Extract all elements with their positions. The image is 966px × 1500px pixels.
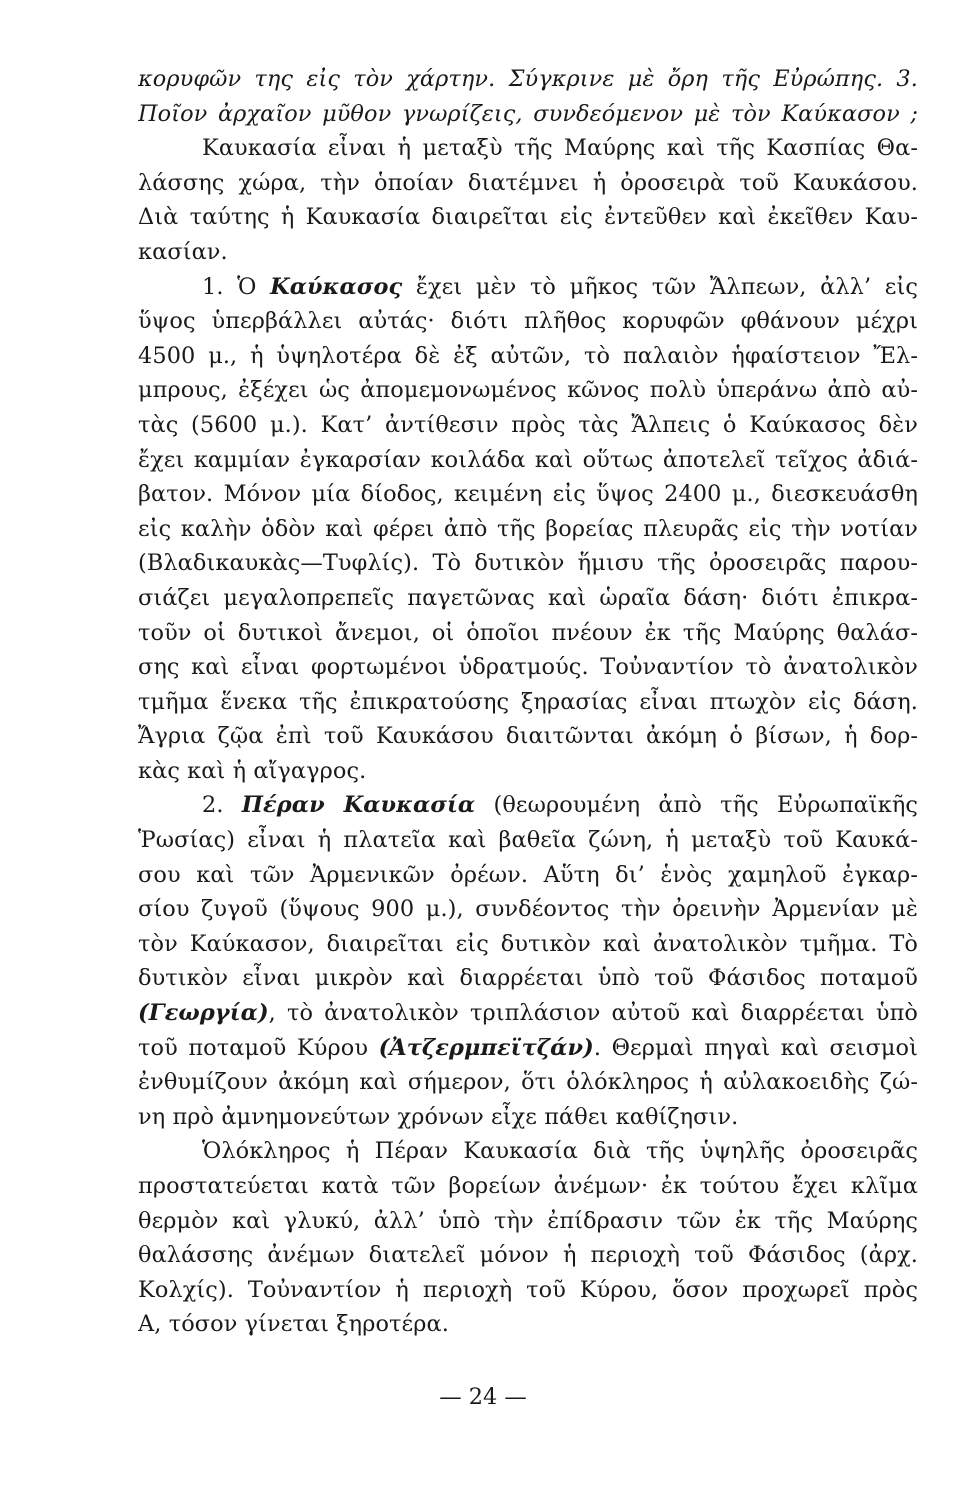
text-line: κὰς καὶ ἡ αἴγαγρος. [138,757,367,784]
text-line: Κολχίς). Τοὐναντίον ἡ περιοχὴ τοῦ Κύρου, ὅσον προχωρεῖ πρὸς [138,1276,918,1303]
text-line: σης καὶ εἶναι φορτωμένοι ὑδρατμούς. Τοὐναντίον τὸ ἀνατολικὸν [138,654,918,681]
text-line: ἔχει καμμίαν ἐγκαρσίαν κοιλάδα καὶ οὕτως ἀποτελεῖ τεῖχος ἀδιά- [138,446,918,473]
text-line: νη πρὸ ἀμνημονεύτων χρόνων εἶχε πάθει καθίζησιν. [138,1103,739,1130]
text-line: τμῆμα ἕνεκα τῆς ἐπικρατούσης ξηρασίας εἶναι πτωχὸν εἰς δάση. [138,688,918,715]
text-line: κορυφῶν της εἰς τὸν χάρτην. Σύγκρινε μὲ ὄρη τῆς Εὐρώπης. 3. [138,66,918,92]
text-line: λάσσης χώρα, τὴν ὁποίαν διατέμνει ἡ ὀροσειρὰ τοῦ Καυκάσου. [138,169,918,196]
text-run: τοῦ ποταμοῦ Κύρου [138,1034,379,1061]
term-azerbaijan: (Ἀτζερμπεϊτζάν) [378,1034,594,1061]
text-line: Ἄγρια ζῷα ἐπὶ τοῦ Καυκάσου διαιτῶνται ἀκόμη ὁ βίσων, ἡ δορ- [138,723,918,750]
text-line [138,1031,918,1066]
paragraph-first-line: Καυκασία εἶναι ἡ μεταξὺ τῆς Μαύρης καὶ τῆς Κασπίας Θα- [202,135,918,162]
text-line: θαλάσσης ἀνέμων διατελεῖ μόνον ἡ περιοχὴ τοῦ Φάσιδος (ἀρχ. [138,1242,918,1269]
text-line: τοῦν οἱ δυτικοὶ ἄνεμοι, οἱ ὁποῖοι πνέουν ἐκ τῆς Μαύρης θαλάσ- [138,619,918,646]
section-number: 2. [202,792,242,819]
text-line: ἐνθυμίζουν ἀκόμη καὶ σήμερον, ὅτι ὁλόκληρος ἡ αὐλακοειδὴς ζώ- [138,1069,918,1096]
text-line: προστατεύεται κατὰ τῶν βορείων ἀνέμων· ἐκ τούτου ἔχει κλῖμα [138,1173,918,1199]
paragraph-first-line [138,270,918,305]
text-line: Ῥωσίας) εἶναι ἡ πλατεῖα καὶ βαθεῖα ζώνη, ἡ μεταξὺ τοῦ Καυκά- [138,827,918,854]
text-run: , τὸ ἀνατολικὸν τριπλάσιον αὐτοῦ καὶ διαρρέεται ὑπὸ [268,1000,918,1027]
page-number: — 24 — [439,1384,527,1410]
text-line: ὕψος ὑπερβάλλει αὐτάς· διότι πλῆθος κορυφῶν φθάνουν μέχρι [138,308,918,335]
section-heading-transcaucasia: Πέραν Καυκασία [241,792,476,819]
text-line: μπρους, ἐξέχει ὡς ἀπομεμονωμένος κῶνος πολὺ ὑπεράνω ἀπὸ αὐ- [138,377,918,404]
text-run: . Θερμαὶ πηγαὶ καὶ σεισμοὶ [593,1034,918,1061]
section-number: 1. Ὁ [202,273,271,300]
text-line: Διὰ ταύτης ἡ Καυκασία διαιρεῖται εἰς ἐντεῦθεν καὶ ἐκεῖθεν Καυ- [138,204,918,231]
page-text-column [138,62,918,1342]
term-georgia: (Γεωργία) [138,1000,269,1027]
text-line: σίου ζυγοῦ (ὕψους 900 μ.), συνδέοντος τὴν ὀρεινὴν Ἀρμενίαν μὲ [138,896,918,923]
text-line: κασίαν. [138,238,228,265]
paragraph-first-line [138,788,918,823]
text-line: σιάζει μεγαλοπρεπεῖς παγετῶνας καὶ ὡραῖα δάση· διότι ἐπικρα- [138,584,918,611]
text-line: δυτικὸν εἶναι μικρὸν καὶ διαρρέεται ὑπὸ τοῦ Φάσιδος ποταμοῦ [138,965,918,992]
text-run: ἔχει μὲν τὸ μῆκος τῶν Ἄλπεων, ἀλλ’ εἰς [402,273,918,300]
text-run: (θεωρουμένη ἀπὸ τῆς Εὐρωπαϊκῆς [475,792,918,819]
paragraph-first-line: Ὁλόκληρος ἡ Πέραν Καυκασία διὰ τῆς ὑψηλῆς ὀροσειρᾶς [202,1138,918,1165]
text-line [138,996,918,1031]
text-line: τὸν Καύκασον, διαιρεῖται εἰς δυτικὸν καὶ ἀνατολικὸν τμῆμα. Τὸ [138,930,918,957]
text-line: βατον. Μόνον μία δίοδος, κειμένη εἰς ὕψος 2400 μ., διεσκευάσθη [138,481,918,508]
text-line: Α, τόσον γίνεται ξηροτέρα. [138,1311,449,1338]
text-line: Ποῖον ἀρχαῖον μῦθον γνωρίζεις, συνδεόμενον μὲ τὸν Καύκασον ; [138,100,918,127]
text-line: σου καὶ τῶν Ἀρμενικῶν ὀρέων. Αὕτη δι’ ἑνὸς χαμηλοῦ ἐγκαρ- [138,861,918,888]
text-line: εἰς καλὴν ὁδὸν καὶ φέρει ἀπὸ τῆς βορείας πλευρᾶς εἰς τὴν νοτίαν [138,515,918,542]
text-line: θερμὸν καὶ γλυκύ, ἀλλ’ ὑπὸ τὴν ἐπίδρασιν τῶν ἐκ τῆς Μαύρης [138,1207,918,1234]
text-line: τὰς (5600 μ.). Κατ’ ἀντίθεσιν πρὸς τὰς Ἄλπεις ὁ Καύκασος δὲν [138,411,918,438]
section-heading-caucasus: Καύκασος [270,273,403,300]
text-line: 4500 μ., ἡ ὑψηλοτέρα δὲ ἐξ αὐτῶν, τὸ παλαιὸν ἡφαίστειον Ἔλ- [138,342,918,369]
text-line: (Βλαδικαυκὰς—Τυφλίς). Τὸ δυτικὸν ἥμισυ τῆς ὀροσειρᾶς παρου- [138,550,918,577]
